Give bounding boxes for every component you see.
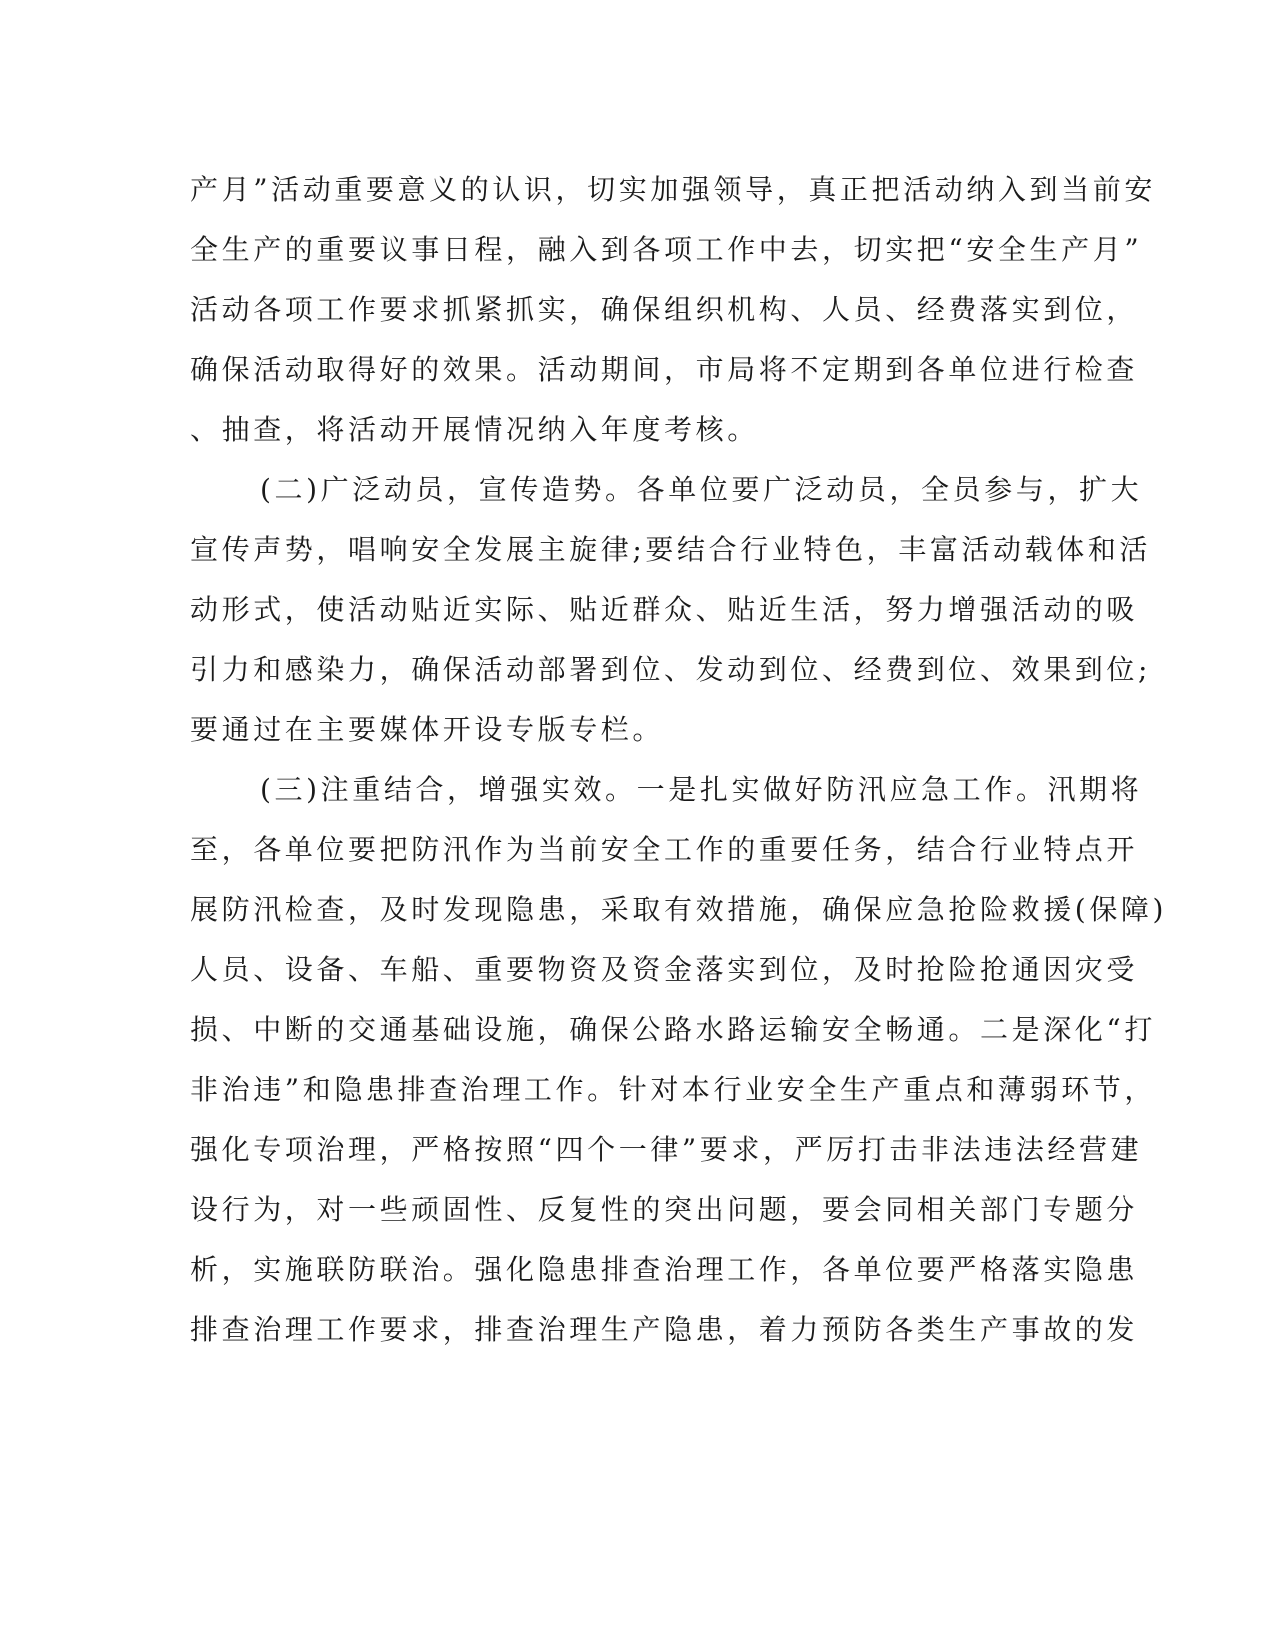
text-line: 动形式，使活动贴近实际、贴近群众、贴近生活，努力增强活动的吸: [190, 593, 1139, 626]
text-line: 全生产的重要议事日程，融入到各项工作中去，切实把“安全生产月”: [190, 233, 1143, 266]
text-line: 确保活动取得好的效果。活动期间，市局将不定期到各单位进行检查: [190, 353, 1139, 386]
text-line: 宣传声势，唱响安全发展主旋律;要结合行业特色，丰富活动载体和活: [190, 533, 1152, 566]
text-line: 、抽查，将活动开展情况纳入年度考核。: [190, 413, 759, 446]
text-line: 展防汛检查，及时发现隐患，采取有效措施，确保应急抢险救援(保障): [190, 893, 1168, 926]
text-line: 要通过在主要媒体开设专版专栏。: [190, 713, 665, 746]
text-line-first: (二)广泛动员，宣传造势。各单位要广泛动员，全员参与，扩大: [260, 473, 1143, 506]
text-line: 强化专项治理，严格按照“四个一律”要求，严厉打击非法违法经营建: [190, 1133, 1143, 1166]
paragraph-section-2: [190, 460, 1152, 760]
text-line: 人员、设备、车船、重要物资及资金落实到位，及时抢险抢通因灾受: [190, 953, 1139, 986]
text-line: 排查治理工作要求，排查治理生产隐患，着力预防各类生产事故的发: [190, 1313, 1139, 1346]
text-line: 析，实施联防联治。强化隐患排查治理工作，各单位要严格落实隐患: [190, 1253, 1139, 1286]
text-line-first: (三)注重结合，增强实效。一是扎实做好防汛应急工作。汛期将: [260, 773, 1143, 806]
text-line: 设行为，对一些顽固性、反复性的突出问题，要会同相关部门专题分: [190, 1193, 1139, 1226]
text-line: 产月”活动重要意义的认识，切实加强领导，真正把活动纳入到当前安: [190, 173, 1156, 206]
text-line: 引力和感染力，确保活动部署到位、发动到位、经费到位、效果到位;: [190, 653, 1152, 686]
text-line: 活动各项工作要求抓紧抓实，确保组织机构、人员、经费落实到位，: [190, 293, 1139, 326]
text-line: 非治违”和隐患排查治理工作。针对本行业安全生产重点和薄弱环节，: [190, 1073, 1156, 1106]
paragraph-section-3: [190, 760, 1168, 1360]
text-line: 损、中断的交通基础设施，确保公路水路运输安全畅通。二是深化“打: [190, 1013, 1156, 1046]
document-body: [190, 160, 1168, 1360]
paragraph-continuation: [190, 160, 1156, 460]
text-line: 至，各单位要把防汛作为当前安全工作的重要任务，结合行业特点开: [190, 833, 1139, 866]
